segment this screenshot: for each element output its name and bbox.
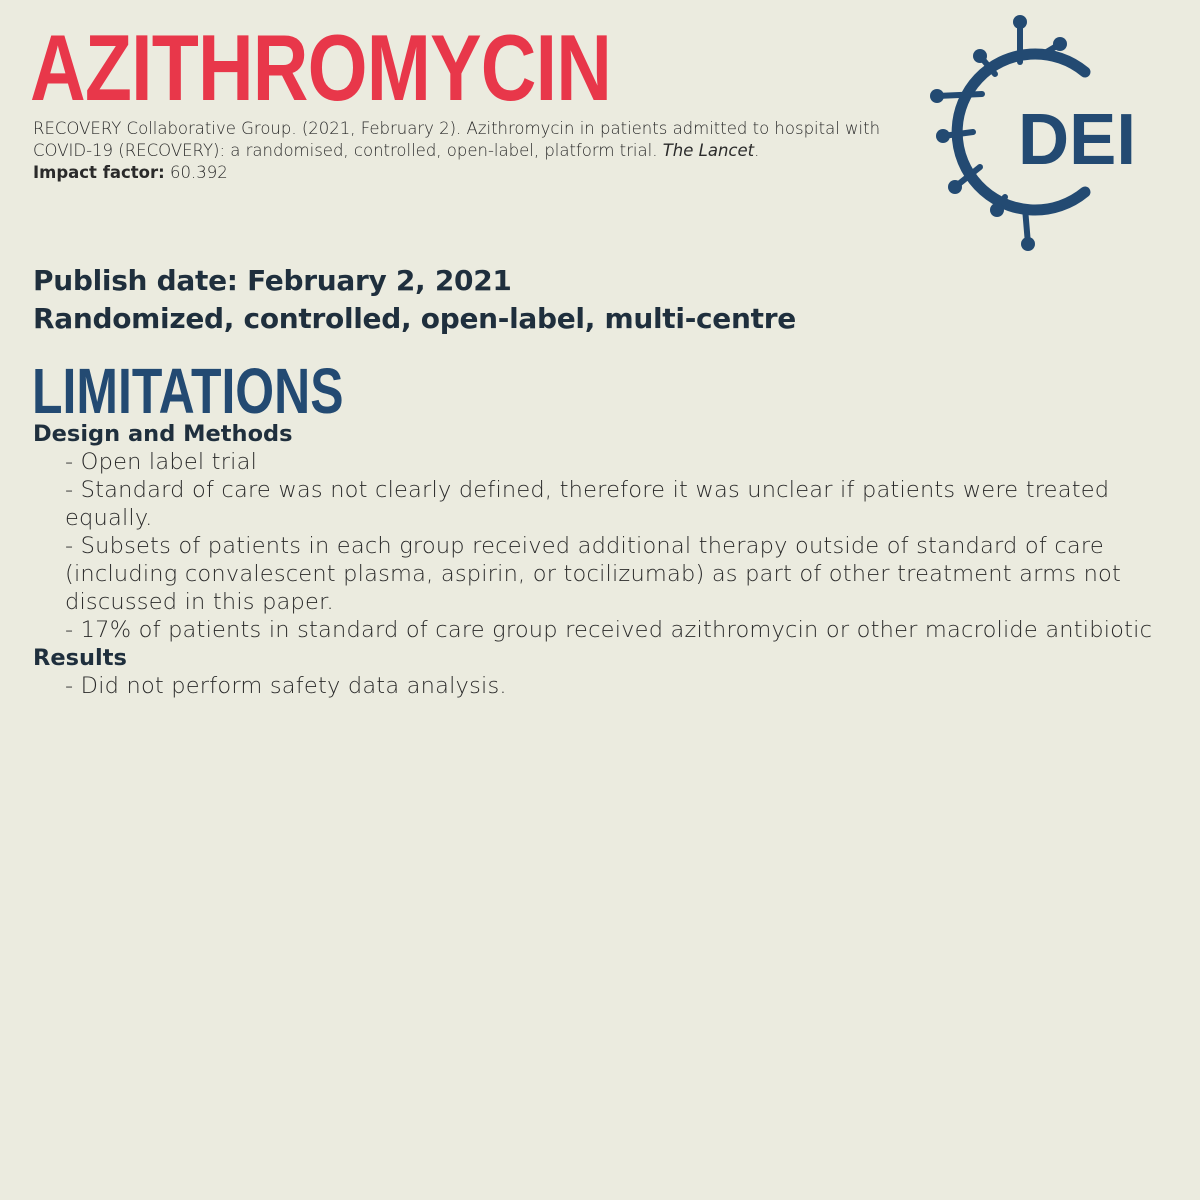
list-item: - Did not perform safety data analysis. [65,673,507,699]
impact-factor-value: 60.392 [170,163,228,182]
citation [33,118,903,184]
limitations-title: LIMITATIONS [32,355,344,427]
impact-factor-label: Impact factor: [33,163,165,182]
results-limitations-list [33,672,1173,700]
list-item: - Standard of care was not clearly defined, therefore it was unclear if patients were treated equally. [65,477,1110,531]
list-item: - Subsets of patients in each group received additional therapy outside of standard of care (including convalescent plasma, aspirin, or tocilizumab) as part of other treatment arms not discussed in this paper. [65,533,1122,615]
section-heading-results: Results [33,645,127,671]
logo-text: DEI [1018,100,1136,180]
drug-title: AZITHROMYCIN [30,15,612,120]
publish-date: Publish date: February 2, 2021 [33,264,512,297]
citation-text: RECOVERY Collaborative Group. (2021, February 2). Azithromycin in patients admitted to hospital with COVID-19 (RECOVERY): a randomised, controlled, open-label, platform trial. [33,119,881,160]
list-item: - Open label trial [65,449,258,475]
citation-journal: The Lancet [662,141,755,160]
study-meta [33,262,796,338]
limitations-body [33,420,1173,700]
citation-journal-suffix: . [754,141,760,160]
dei-logo [925,12,1170,257]
study-design: Randomized, controlled, open-label, multi-centre [33,302,796,335]
list-item: - 17% of patients in standard of care group received azithromycin or other macrolide antibiotic [65,617,1153,643]
section-heading-design: Design and Methods [33,421,293,447]
design-limitations-list [33,448,1173,644]
